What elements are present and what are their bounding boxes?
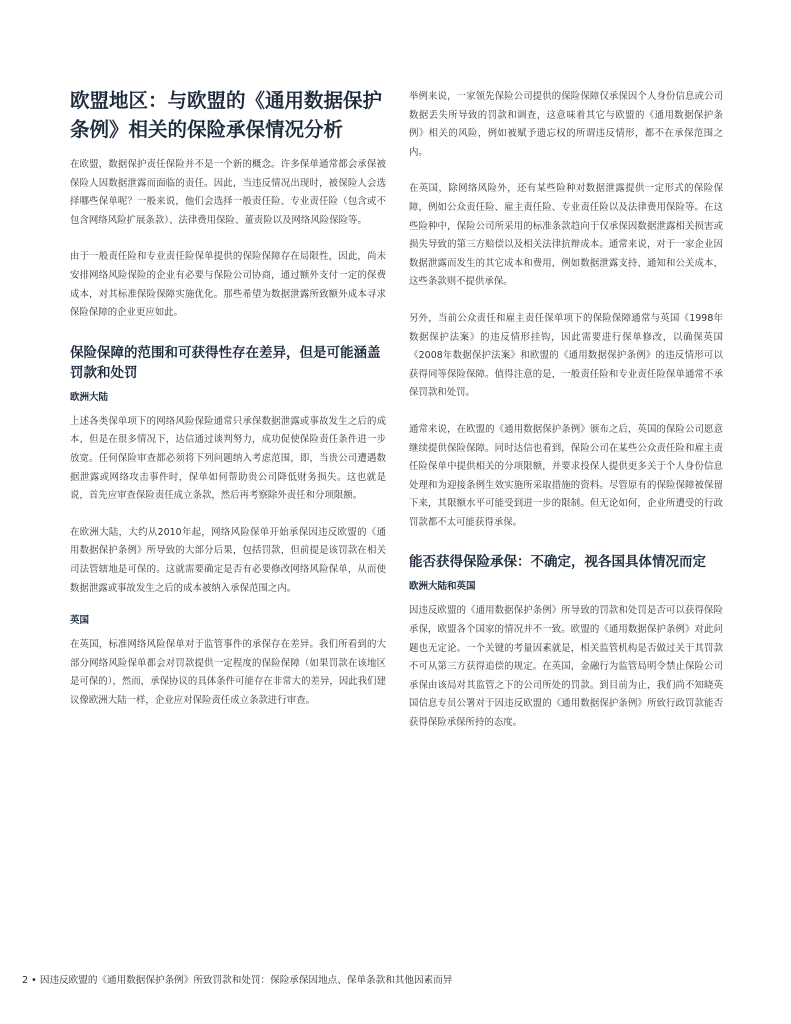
page-title: 欧盟地区：与欧盟的《通用数据保护条例》相关的保险承保情况分析 [70,89,383,141]
paragraph: 通常来说，在欧盟的《通用数据保护条例》颁布之后，英国的保险公司愿意继续提供保险保障。同时达信也看到，保险公司在某些公众责任险和雇主责任险保单中提供相关的分项限额，并要求投保人提供更多关于个人身份信息处理和为迎接条例生效实施所采取措施的资料。尽管原有的保险保障被保留下来，其限额水平可能受到进一步的限制。但无论如何，企业所遭受的行政罚款都不太可能获得承保。 [409,423,723,528]
paragraph: 由于一般责任险和专业责任险保单提供的保险保障存在局限性，因此，尚未安排网络风险保险的企业有必要与保险公司协商，通过额外支付一定的保费成本，对其标准保险保障实施优化。那些希望为数据泄露所致额外成本寻求保险保障的企业更应如此。 [70,251,386,319]
subsection-heading: 欧洲大陆 [70,391,109,403]
paragraph: 另外，当前公众责任和雇主责任保单项下的保险保障通常与英国《1998年数据保护法案》的违反情形挂钩，因此需要进行保单修改，以确保英国《2008年数据保护法案》和欧盟的《通用数据保护条例》的违反情形可以获得同等保险保障。值得注意的是，一般责任险和专业责任险保单通常不承保罚款和处罚。 [409,312,723,399]
left-column [70,86,386,710]
paragraph: 在欧洲大陆，大约从2010年起，网络风险保单开始承保因违反欧盟的《通用数据保护条例》所导致的大部分后果，包括罚款，但前提是该罚款在相关司法管辖地是可保的。这就需要确定是否有必要修改网络风险保单，从而使数据泄露或事故发生之后的成本被纳入承保范围之内。 [70,526,386,594]
paragraph: 举例来说，一家领先保险公司提供的保险保障仅承保因个人身份信息或公司数据丢失所导致的罚款和调查，这意味着其它与欧盟的《通用数据保护条例》相关的风险，例如被赋予遗忘权的所谓违反情形，都不在承保范围之内。 [409,91,723,158]
paragraph: 在英国，除网络风险外，还有某些险种对数据泄露提供一定形式的保险保障，例如公众责任险、雇主责任险、专业责任险以及法律费用保险等。在这些险种中，保险公司所采用的标准条款趋向于仅承保因数据泄露相关损害或损失导致的第三方赔偿以及相关法律抗辩成本。通常来说，对于一家企业因数据泄露而发生的其它成本和费用，例如数据泄露支持、通知和公关成本，这些条款则不提供承保。 [409,183,723,288]
page-footer: 2 • 因违反欧盟的《通用数据保护条例》所致罚款和处罚：保险承保因地点、保单条款和其他因素而异 [22,975,453,986]
paragraph: 上述各类保单项下的网络风险保险通常只承保数据泄露或事故发生之后的成本，但是在很多情况下，达信通过谈判努力，成功促使保险责任条件进一步放宽。任何保险审查都必须将下列问题纳入考虑范围，即，当贵公司遭遇数据泄露或网络攻击事件时，保单如何帮助贵公司降低财务损失。这也就是说，首先应审查保险责任成立条款，然后再考察除外责任和分项限额。 [70,415,386,502]
subsection-heading: 欧洲大陆和英国 [409,581,476,593]
paragraph: 因违反欧盟的《通用数据保护条例》所导致的罚款和处罚是否可以获得保险承保，欧盟各个国家的情况并不一致。欧盟的《通用数据保护条例》对此问题也无定论。一个关键的考量因素就是，相关监管机构是否做过关于其罚款不可从第三方获得追偿的规定。在英国，金融行为监管局明令禁止保险公司承保由该局对其监管之下的公司所处的罚款。到目前为止，我们尚不知晓英国信息专员公署对于因违反欧盟的《通用数据保护条例》所致行政罚款能否获得保险承保所持的态度。 [409,605,723,729]
subsection-heading: 英国 [70,615,90,627]
paragraph: 在英国，标准网络风险保单对于监管事件的承保存在差异。我们所看到的大部分网络风险保单都会对罚款提供一定程度的保险保障（如果罚款在该地区是可保的），然而，承保协议的具体条件可能存在非常大的差异，因此我们建议像欧洲大陆一样，企业应对保险责任成立条款进行审查。 [70,639,386,706]
paragraph: 在欧盟，数据保护责任保险并不是一个新的概念。许多保单通常都会承保被保险人因数据泄露而面临的责任。因此，当违反情况出现时，被保险人会选择哪些保单呢？一般来说，他们会选择一般责任险、专业责任险（包含或不包含网络风险扩展条款）、法律费用保险、董责险以及网络风险保险等。 [70,159,386,226]
section-heading: 能否获得保险承保：不确定，视各国具体情况而定 [409,554,706,571]
section-heading: 保险保障的范围和可获得性存在差异，但是可能涵盖罚款和处罚 [70,344,381,381]
right-column [409,88,723,733]
